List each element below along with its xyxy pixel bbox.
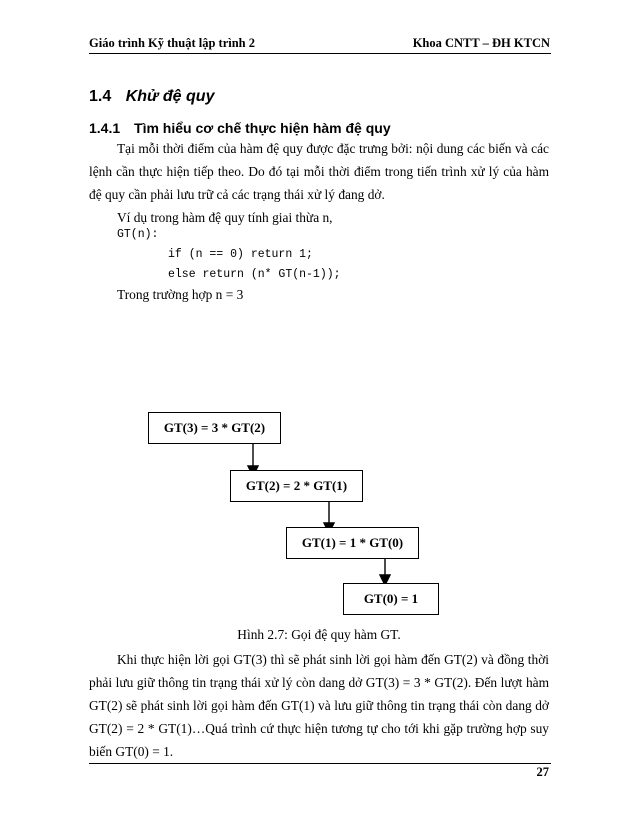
code-line-2: if (n == 0) return 1;: [168, 248, 313, 261]
header-right: Khoa CNTT – ĐH KTCN: [412, 36, 550, 50]
header-rule: [89, 53, 551, 54]
case-text: Trong trường hợp n = 3: [117, 287, 244, 302]
subsection-title: Tìm hiểu cơ chế thực hiện hàm đệ quy: [134, 120, 391, 136]
footer-rule: [89, 763, 551, 764]
diagram-box-gt3: GT(3) = 3 * GT(2): [148, 412, 281, 444]
figure-caption: Hình 2.7: Gọi đệ quy hàm GT.: [237, 627, 401, 642]
diagram-box-gt2: GT(2) = 2 * GT(1): [230, 470, 363, 502]
subsection-number: 1.4.1: [89, 120, 121, 136]
arrow-2-head: [324, 523, 334, 533]
paragraph-1-line-3: đệ quy cần phải lưu trữ cả các trạng thái xử lý đang dở.: [89, 187, 385, 202]
section-title: Khử đệ quy: [125, 88, 215, 105]
header-left: Giáo trình Kỹ thuật lập trình 2: [89, 36, 255, 50]
paragraph-2-line-4: GT(2) = 2 * GT(1)…Quá trình cứ thực hiện tương tự cho tới khi gặp trường hợp suy: [89, 721, 549, 736]
subsection-heading: [89, 120, 391, 136]
code-line-1: GT(n):: [117, 228, 159, 241]
paragraph-2-line-2: phải lưu giữ thông tin trạng thái xử lý còn dang dở GT(3) = 3 * GT(2). Đến lượt hàm: [89, 675, 549, 690]
arrow-1-head: [248, 466, 258, 476]
diagram-box-gt1: GT(1) = 1 * GT(0): [286, 527, 419, 559]
section-number: 1.4: [89, 88, 112, 105]
paragraph-2-line-3: GT(2) sẽ phát sinh lời gọi hàm đến GT(1) và lưu giữ thông tin trạng thái còn dang dở: [89, 698, 549, 713]
section-heading: [89, 88, 214, 106]
page-number: 27: [536, 765, 549, 779]
code-line-3: else return (n* GT(n-1));: [168, 268, 341, 281]
example-intro: Ví dụ trong hàm đệ quy tính giai thừa n,: [117, 210, 333, 225]
paragraph-1-line-2: lệnh cần thực hiện tiếp theo. Do đó tại mỗi thời điểm trong tiến trình xử lý của hàm: [89, 164, 549, 179]
arrow-3-head: [380, 575, 390, 585]
paragraph-2-line-1: Khi thực hiện lời gọi GT(3) thì sẽ phát sinh lời gọi hàm đến GT(2) và đồng thời: [117, 652, 549, 667]
diagram-box-gt0: GT(0) = 1: [343, 583, 439, 615]
paragraph-2-line-5: biến GT(0) = 1.: [89, 744, 174, 759]
paragraph-1-line-1: Tại mỗi thời điểm của hàm đệ quy được đặc trưng bởi: nội dung các biến và các: [117, 141, 549, 156]
